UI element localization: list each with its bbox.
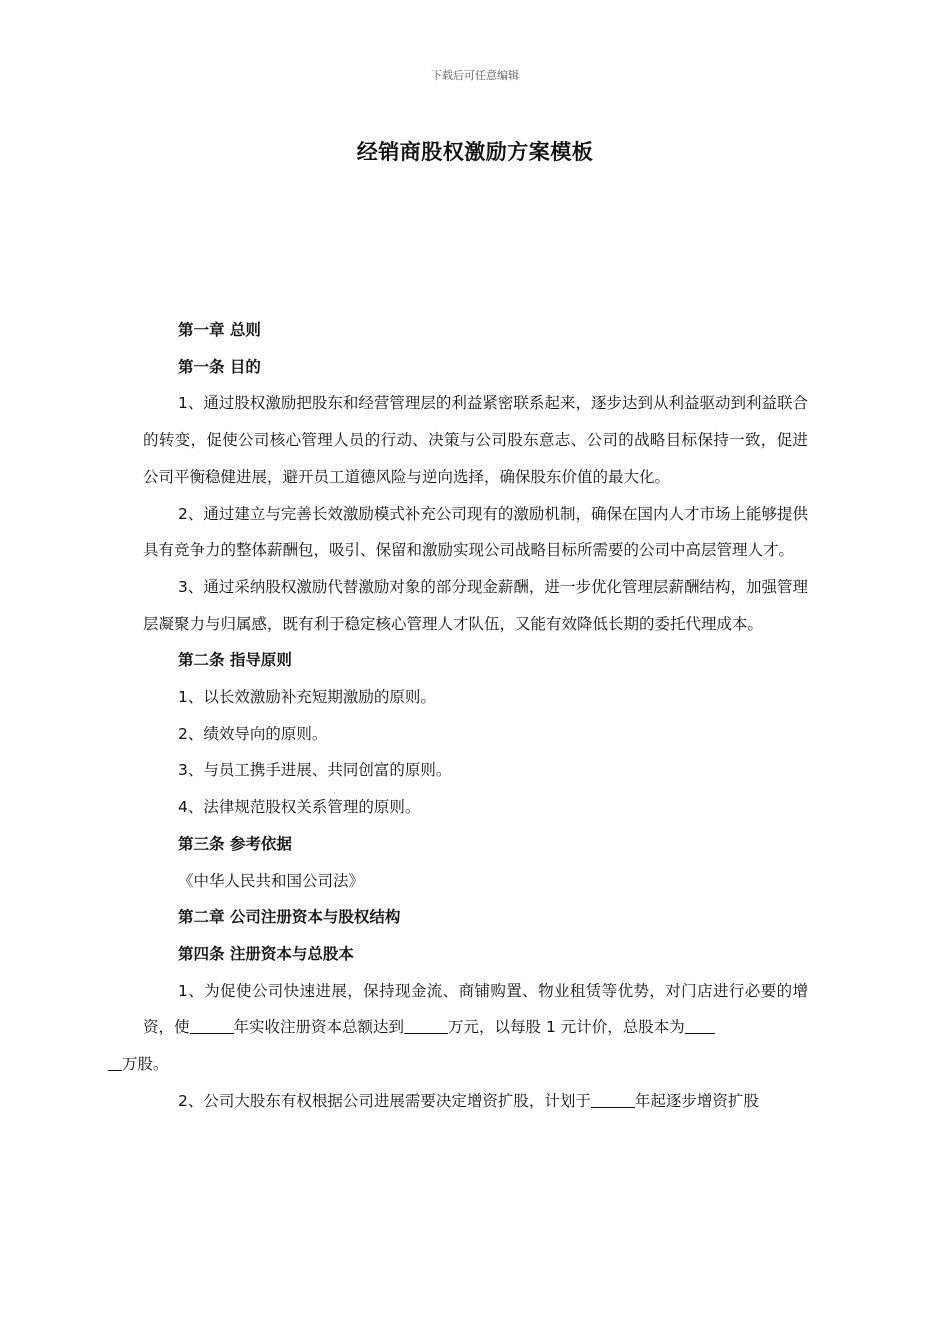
article-heading: 第四条 注册资本与总股本 — [178, 944, 354, 963]
fill-blank-shares-cont — [108, 1054, 122, 1071]
list-item: 4、法律规范股权关系管理的原则。 — [178, 798, 421, 817]
paragraph-with-blanks — [122, 973, 808, 1083]
chapter-heading: 第二章 公司注册资本与股权结构 — [178, 908, 401, 927]
fill-blank-shares — [685, 1017, 715, 1034]
paragraph-text: 年起逐步增资扩股 — [634, 1091, 759, 1110]
paragraph-text: 万元，以每股 1 元计价，总股本为 — [448, 1018, 685, 1037]
article-heading: 第一条 目的 — [178, 357, 261, 376]
paragraph-text: 万股。 — [122, 1055, 169, 1074]
page-header-note: 下载后可任意编辑 — [431, 69, 519, 82]
fill-blank-amount — [404, 1017, 448, 1034]
list-item: 2、绩效导向的原则。 — [178, 724, 328, 743]
list-item: 3、与员工携手进展、共同创富的原则。 — [178, 761, 452, 780]
list-item: 1、以长效激励补充短期激励的原则。 — [178, 688, 436, 707]
paragraph-text: 年实收注册资本总额达到 — [233, 1018, 405, 1037]
fill-blank-year — [190, 1017, 234, 1034]
paragraph: 1、通过股权激励把股东和经营管理层的利益紧密联系起来，逐步达到从利益驱动到利益联合的转变，促使公司核心管理人员的行动、决策与公司股东意志、公司的战略目标保持一致，促进公司平衡稳健进展，避开员工道德风险与逆向选择，确保股东价值的最大化。 — [143, 394, 808, 486]
paragraph-text: 1、为促使公司快速进展，保持现金流、商铺购置、物业租赁等优势，对门店进行必要的增资，使 — [143, 981, 808, 1037]
chapter-heading: 第一章 总则 — [178, 321, 261, 339]
paragraph-text: 2、公司大股东有权根据公司进展需要决定增资扩股，计划于 — [178, 1091, 591, 1110]
reference-text: 《中华人民共和国公司法》 — [178, 871, 365, 890]
paragraph-with-blanks — [143, 1083, 808, 1120]
document-body — [122, 312, 808, 1119]
fill-blank-year — [591, 1091, 635, 1108]
paragraph: 2、通过建立与完善长效激励模式补充公司现有的激励机制，确保在国内人才市场上能够提供具有竞争力的整体薪酬包，吸引、保留和激励实现公司战略目标所需要的公司中高层管理人才。 — [143, 504, 808, 560]
paragraph: 3、通过采纳股权激励代替激励对象的部分现金薪酬，进一步优化管理层薪酬结构，加强管理层凝聚力与归属感，既有利于稳定核心管理人才队伍，又能有效降低长期的委托代理成本。 — [143, 577, 808, 633]
article-heading: 第二条 指导原则 — [178, 651, 292, 670]
document-title: 经销商股权激励方案模板 — [356, 140, 594, 164]
article-heading: 第三条 参考依据 — [178, 834, 292, 853]
